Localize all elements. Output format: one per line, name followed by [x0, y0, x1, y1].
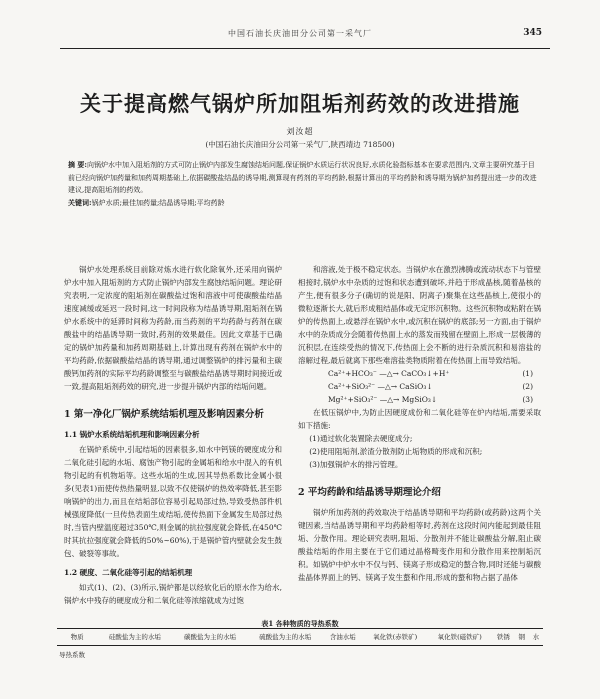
conductivity-table: [57, 628, 543, 663]
section-1-2-paragraph: 如式(1)、(2)、(3)所示,锅炉都是以经软化后的原水作为给水,锅炉水中残存的硬度成分和二氧化硅等浓缩就成为过饱: [64, 583, 282, 605]
table-cell: [363, 646, 428, 664]
right-column: [298, 263, 541, 584]
intro-paragraph: 锅炉水处理系统目前除对炼水进行软化除氧外,还采用向锅炉炉水中加入阻垢剂的方式防止锅炉内部发生腐蚀结垢问题。理论研究表明,一定浓度的阻垢剂在碳酸盐过饱和溶液中可使碳酸盐结晶速度减缓或延迟一段时间,这一时间段称为结晶诱导期,阻垢剂在锅炉水系统中的延滞时间称为药龄,而当药剂的平均药龄与药剂在碳酸盐中的结晶诱导期一致时,药剂的效果最佳。因此文章基于已确定的锅炉加药量和加药周期基础上,计算出现有药剂在锅炉水中的平均药龄,依据碳酸盐结晶的诱导期,通过调整锅炉的排污量和主碳酸钙加药剂的实际平均药龄调整至与碳酸盐结晶诱导期时间接近或一致,提高阻垢剂药效的研究,进一步提升锅炉内部的结垢问题。: [64, 265, 282, 391]
equation-3: [298, 393, 541, 406]
header-rule: [60, 48, 550, 49]
table-cell: [427, 646, 492, 664]
section-2-paragraph: 锅炉所加药剂的药效取决于结晶诱导期和平均药龄(或药龄)这两个关键因素,当结晶诱导期和平均药龄相等时,药剂在这段时间内能起到最佳阻垢、分散作用。理论研究表明,阻垢、分散剂并不能让碳酸盐分解,阻止碳酸盐结垢的作用主要在于它们通过晶格畸变作用和分散作用来控制垢沉积。如锅炉中炉水中不仅与钙、镁离子形成稳定的螯合物,同时还能与碳酸盐晶体界面上的钙、镁离子发生螯和作用,形成的螯和物占据了晶体: [298, 508, 541, 582]
mechanism-paragraph: 和溶液,处于极不稳定状态。当锅炉水在激烈沸腾或流动状态下与管壁相接时,锅炉水中杂质的过饱和状态遭到破坏,并趋于形成晶核,随着晶核的产生,便有很多分子(确切的说是阳、阴离子)聚集在这些晶核上,使很小的微粒逐渐长大,就后形成粗结晶体或无定形沉积物。这些沉积物或粘附在锅炉的传热面上,或悬浮在锅炉水中,或沉积在锅炉的底部;另一方面,由于锅炉水中的杂质成分会随着传热面上水的蒸发而残留在壁面上,形成一层极薄的沉积层,在连续受热的情况下,传热面上会不断的进行杂质沉积和易溶盐的溶解过程,最后就离下那些难溶盐类物质附着在传热面上而导致结垢。: [298, 265, 541, 365]
table-cell: [97, 646, 172, 664]
table-header-row: [57, 629, 543, 646]
measures-list: [298, 432, 541, 471]
section-1-2-heading: 1.2 硬度、二氧化硅等引起的结垢机理: [64, 568, 193, 577]
table-cell: [323, 646, 363, 664]
table-header-cell: 硫酸盐为主的水垢: [248, 629, 323, 646]
equation-expr: Ca²⁺+SiO₃²⁻ —△→ CaSiO₃↓: [328, 382, 433, 391]
list-item: (1)通过软化装置除去硬度成分;: [309, 434, 413, 443]
section-1-1-heading: 1.1 锅炉水系统结垢机理和影响因素分析: [64, 430, 200, 439]
abstract-text: 向锅炉水中加入阻垢剂的方式可防止锅炉内部发生腐蚀结垢问题,保证锅炉水质运行状况良好,水质化验指标基本在要求范围内,文章主要研究基于目前已经向锅炉加药量和加药周期基础上,依据碳酸盐结晶的诱导期,测算现有药剂的平均药龄,根据计算出的平均药龄和诱导期为锅炉加药提出进一步的改进建议,提高阻垢剂的药效。: [68, 161, 537, 194]
page-number: 345: [523, 28, 542, 38]
keywords: [68, 197, 540, 210]
keywords-label: 关键词:: [68, 197, 92, 207]
equation-1: [298, 367, 541, 380]
section-1-1-paragraph: 在锅炉系统中,引起结垢的因素很多,如水中钙镁的硬度成分和二氧化硅引起的水垢、腐蚀产物引起的金属垢和给水中混入的有机物引起的有机物垢等。这些水垢的生成,因其导热系数比金属小很多(见表1)而使传热热量明显,以致不仅使锅炉的热效率降低,甚至影响锅炉的出力,而且在结垢部位容易引起局部过热,导致受热部件机械强度降低(一旦传热表面生成结垢,使传热面下金属发生局部过热时,当管内壁温度超过350℃,则金属的抗拉强度就会降低,在450℃时其抗拉强度就会降低的50%~60%),于是锅炉管内壁就会发生鼓包、破裂等事故。: [64, 445, 282, 558]
affiliation: (中国石油长庆油田分公司第一采气厂,陕西靖边 718500): [205, 140, 395, 149]
table-cell: [172, 646, 247, 664]
section-1-heading: 1 第一净化厂锅炉系统结垢机理及影响因素分析: [64, 409, 264, 420]
table-cell: [248, 646, 323, 664]
table-caption: 表1 各种物质的导热系数: [261, 619, 339, 628]
table-header-cell: 氧化铁(赤铁矿): [363, 629, 428, 646]
equation-number: (1): [522, 369, 533, 378]
abstract-label: 摘 要:: [68, 160, 88, 169]
abstract-block: [68, 159, 540, 209]
measures-paragraph: 在低压锅炉中,为防止因硬度成份和二氧化硅等在炉内结垢,需要采取如下措施:: [298, 408, 541, 430]
table-header-cell: 物质: [57, 629, 97, 646]
equation-number: (2): [522, 382, 533, 391]
author: 刘汝超: [286, 127, 314, 136]
paper-title: 关于提高燃气锅炉所加阻垢剂药效的改进措施: [80, 91, 520, 116]
table-header-cell: 碳酸盐为主的水垢: [172, 629, 247, 646]
journal-name: 中国石油长庆油田分公司第一采气厂: [228, 29, 372, 38]
table-header-cell: 水: [529, 629, 543, 646]
left-column: [64, 263, 282, 607]
equation-expr: Ca²⁺+HCO₃⁻ —△→ CaCO₃↓+H⁺: [328, 369, 450, 378]
table-row: [57, 646, 543, 664]
table-header-cell: 氧化铁(磁铁矿): [427, 629, 492, 646]
equation-number: (3): [522, 395, 533, 404]
equation-expr: Mg²⁺+SiO₃²⁻ —△→ MgSiO₃↓: [328, 395, 438, 404]
abstract: [68, 159, 540, 197]
table-cell: [529, 646, 543, 664]
equation-2: [298, 380, 541, 393]
table-header-cell: 钢: [515, 629, 529, 646]
list-item: (2)使用阻垢剂,淤渣分散剂防止垢物质的形成和沉积;: [309, 447, 483, 456]
keywords-text: 锅炉水质;最佳加药量;结晶诱导期;平均药龄: [91, 198, 225, 207]
table-cell: [492, 646, 515, 664]
table-header-cell: 含油水垢: [323, 629, 363, 646]
list-item: (3)加强锅炉水的排污管理。: [309, 460, 403, 469]
running-header: [0, 28, 600, 42]
section-2-heading: 2 平均药龄和结晶诱导期理论介绍: [298, 487, 441, 498]
table-header-cell: 铁锈: [492, 629, 515, 646]
table-header-cell: 硅酸盐为主的水垢: [97, 629, 172, 646]
table-cell: [515, 646, 529, 664]
table-cell: 导热系数: [59, 651, 85, 659]
